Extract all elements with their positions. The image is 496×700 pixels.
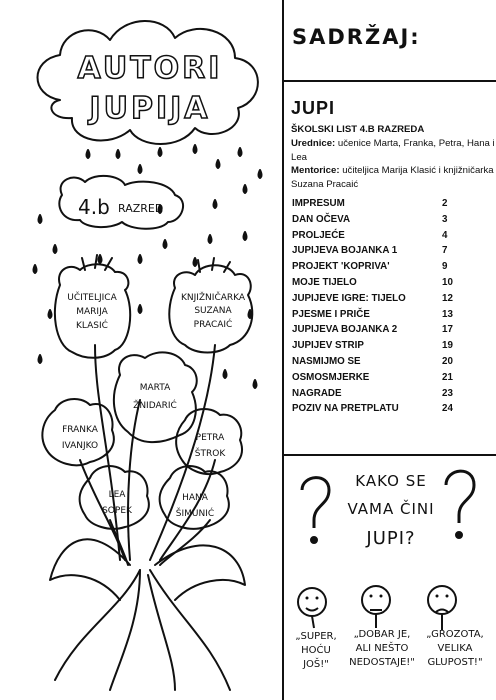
contents-panel [284,0,496,700]
rain-drop [244,232,247,240]
question-mark-left-dot [311,537,317,543]
rain-drop [249,310,252,318]
toc-row[interactable] [292,307,460,323]
flower-label-2a: KNJIŽNIČARKA [180,293,246,303]
toc-page: 9 [442,261,448,273]
poll-option-3-line1: „GROZOTA, [426,629,484,640]
rain-drop [244,185,247,193]
toc-title: JUPIJEVE IGRE: TIJELO [292,292,406,304]
face-sad-mouth [436,610,448,613]
leaf [155,545,245,600]
rain-drop [214,200,217,208]
rain-drop [139,255,142,263]
poll-option-2-line2: ALI NEŠTO [355,643,409,654]
rain-drop [159,148,162,156]
flower-label-1c: KLASIĆ [76,321,108,331]
contents-title: SADRŽAJ: [292,25,421,49]
toc-page: 20 [442,355,453,367]
toc-title: MOJE TIJELO [292,276,357,288]
rain-drop [117,150,120,158]
toc-row[interactable] [292,212,460,228]
rain-drop [139,165,142,173]
mentors-label: Mentorice: [291,165,340,177]
face-happy-icon [298,588,326,616]
rain-drop [194,145,197,153]
flower-label-7a: HANA [182,493,208,503]
class-badge-word: RAZRED [118,202,164,215]
flower-label-7b: ŠIMUNIĆ [175,509,215,519]
toc-row[interactable] [292,275,460,291]
toc-page: 10 [442,276,453,288]
question-mark-right-dot [456,532,462,538]
rain-drop [39,215,42,223]
toc-title: OSMOSMJERKE [292,371,370,383]
face-happy-mouth [306,608,318,611]
toc-page: 3 [442,213,448,225]
rain-drop [217,160,220,168]
masthead-subtitle: ŠKOLSKI LIST 4.B RAZREDA [291,124,425,135]
table-of-contents [292,196,460,417]
poll-option-1[interactable] [286,630,346,672]
poll-option-3-line3: GLUPOST!" [427,657,483,668]
flower-label-3b: ŽNIDARIĆ [133,401,177,411]
toc-title: NASMIJMO SE [292,355,361,367]
flower-label-2c: PRACAIĆ [193,320,233,330]
poll-option-1-line2: HOĆU [301,645,331,656]
toc-title: DAN OČEVA [292,213,351,225]
toc-title: PROLJEĆE [292,229,345,241]
toc-page: 12 [442,292,453,304]
poll-option-2-line1: „DOBAR JE, [353,629,411,640]
rain-drop [239,148,242,156]
authors-title-line2: JUPIJA [89,91,211,126]
toc-title: NAGRADE [292,387,342,399]
rain-drop [39,355,42,363]
poll-option-3[interactable] [418,628,492,670]
toc-row[interactable] [292,354,460,370]
flower-label-4b: IVANJKO [61,441,99,451]
rain-drop [164,240,167,248]
toc-row[interactable] [292,370,460,386]
flower-stamen [82,255,112,270]
flower-label-1b: MARIJA [76,307,108,317]
flower-label-2b: SUZANA [194,306,232,316]
rain-drop [254,380,257,388]
flower-label-1a: UČITELJICA [67,293,117,303]
toc-title: PROJEKT 'KOPRIVA' [292,261,390,273]
masthead-mentors [291,164,496,192]
class-badge-number: 4.b [78,195,110,219]
rain-drop [139,305,142,313]
poll-option-1-line1: „SUPER, [295,631,337,642]
toc-page: 17 [442,324,453,336]
flower-bell [114,352,197,442]
toc-row[interactable] [292,291,460,307]
flower-label-6a: LEA [108,490,126,500]
poll-question-line2: VAMA ČINI [347,500,435,518]
editors-label: Urednice: [291,137,336,149]
flower-label-5a: PETRA [195,433,225,443]
toc-row[interactable] [292,386,460,402]
toc-page: 4 [442,229,448,241]
toc-page: 19 [442,340,453,352]
toc-title: PJESME I PRIČE [292,308,370,320]
toc-title: JUPIJEVA BOJANKA 1 [292,245,398,257]
rain-drop [99,255,102,263]
magazine-logo: JUPI [291,98,336,118]
masthead-editors [291,137,496,165]
rain-drop [34,265,37,273]
toc-page: 21 [442,371,453,383]
toc-row[interactable] [292,259,460,275]
authors-title-line1: AUTORI [77,51,223,86]
toc-page: 7 [442,245,448,257]
toc-page: 24 [442,403,453,415]
rain-drop [224,370,227,378]
toc-row[interactable] [292,338,460,354]
poll-question-line1: KAKO SE [355,472,427,490]
poll-option-1-line3: JOŠ!" [303,659,329,670]
toc-row[interactable] [292,196,460,212]
toc-title: IMPRESUM [292,198,345,209]
poll-option-3-line2: VELIKA [437,643,473,654]
poll-option-2[interactable] [346,628,418,670]
toc-title: POZIV NA PRETPLATU [292,403,399,415]
flower-stem [128,400,140,560]
flower-label-4a: FRANKA [62,425,98,435]
question-mark-left [302,478,329,528]
toc-row[interactable] [292,243,460,259]
mentors-names: učiteljica Marija Klasić i knjižničarka Suzana Pracaić [291,165,494,191]
poll-question-line3: JUPI? [366,528,416,549]
toc-page: 23 [442,387,453,399]
flower-label-6b: SOPEK [102,506,132,516]
toc-page: 2 [442,198,448,209]
toc-row[interactable] [292,228,460,244]
leaf [148,575,175,690]
flower-label-3a: MARTA [139,383,171,393]
rain-drop [49,310,52,318]
leaf [110,570,140,690]
toc-page: 13 [442,308,453,320]
toc-row[interactable] [292,401,460,417]
rain-drop [209,235,212,243]
masthead [291,123,496,192]
flower-label-5b: ŠTROK [194,449,226,459]
rain-drop [87,150,90,158]
editors-names: učenice Marta, Franka, Petra, Hana i Lea [291,137,495,163]
poll-option-2-line3: NEDOSTAJE!" [349,657,415,668]
rain-drop [259,170,262,178]
toc-title: JUPIJEV STRIP [292,340,364,352]
toc-title: JUPIJEVA BOJANKA 2 [292,324,398,336]
rain-drop [54,245,57,253]
leaf [55,570,140,680]
toc-row[interactable] [292,322,460,338]
pointer-line-1 [312,616,314,628]
rain-drop [194,258,197,266]
